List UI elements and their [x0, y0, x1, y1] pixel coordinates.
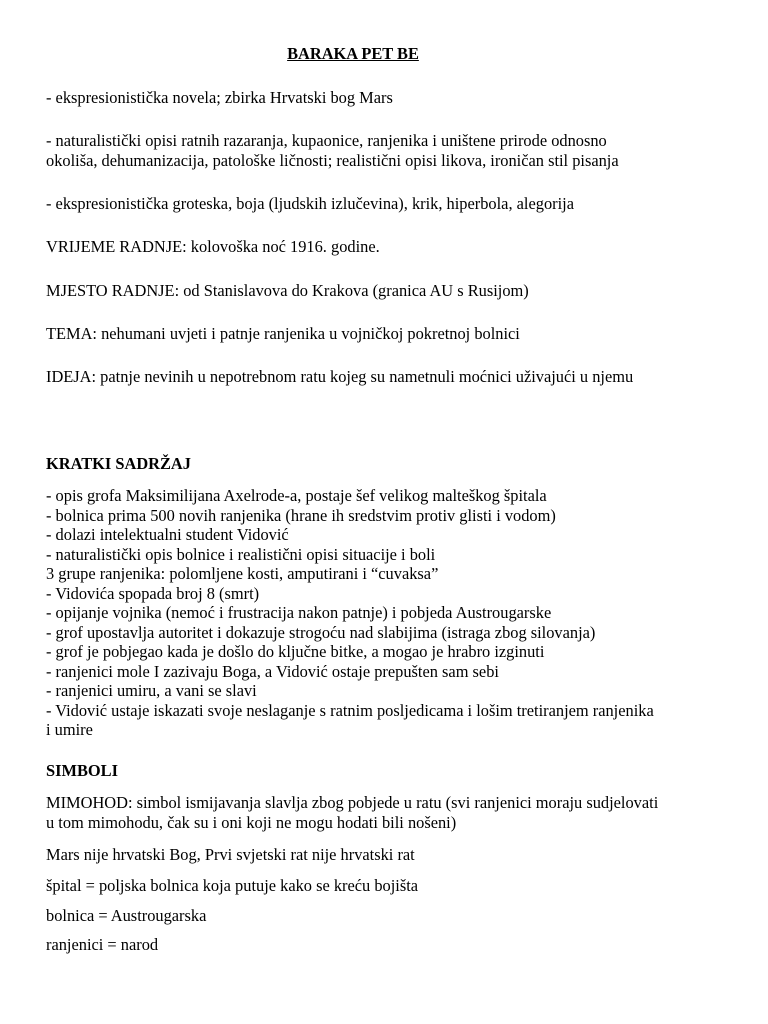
symbol-bolnica: bolnica = Austrougarska: [46, 906, 207, 925]
intro-line: - ekspresionistička novela; zbirka Hrvatski bog Mars: [46, 88, 393, 107]
symbol-mars: Mars nije hrvatski Bog, Prvi svjetski rat nije hrvatski rat: [46, 845, 415, 864]
intro-genre: [46, 88, 736, 108]
summary-line: - opijanje vojnika (nemoć i frustracija nakon patnje) i pobjeda Austrougarske: [46, 603, 552, 622]
fact-idea: IDEJA: patnje nevinih u nepotrebnom ratu kojeg su nametnuli moćnici uživajući u njemu: [46, 367, 634, 386]
summary-line: - ranjenici mole I zazivaju Boga, a Vidović ostaje prepušten sam sebi: [46, 661, 499, 681]
summary-line: - grof upostavlja autoritet i dokazuje strogoću nad slabijima (istraga zbog silovanja): [46, 622, 596, 642]
fact-place: MJESTO RADNJE: od Stanislavova do Krakova (granica AU s Rusijom): [46, 281, 529, 300]
summary-line: - ranjenici umiru, a vani se slavi: [46, 681, 257, 700]
summary-heading: KRATKI SADRŽAJ: [46, 454, 191, 473]
summary-line: - bolnica prima 500 novih ranjenika (hrane ih sredstvim protiv glisti i vodom): [46, 505, 556, 525]
intro-style: [46, 131, 736, 170]
summary-line: - Vidovića spopada broj 8 (smrt): [46, 583, 260, 603]
summary-line: i umire: [46, 720, 93, 739]
intro-line: - naturalistički opisi ratnih razaranja, kupaonice, ranjenika i uništene prirode odnosno: [46, 131, 607, 150]
intro-devices: [46, 194, 736, 214]
fact-theme: TEMA: nehumani uvjeti i patnje ranjenika u vojničkoj pokretnoj bolnici: [46, 324, 520, 343]
summary-line: - dolazi intelektualni student Vidović: [46, 525, 289, 544]
symbols-heading: SIMBOLI: [46, 761, 118, 780]
symbol-mimohod: [46, 793, 736, 832]
summary-line: - Vidović ustaje iskazati svoje neslaganje s ratnim posljedicama i lošim tretiranjem ranjenika: [46, 700, 654, 720]
intro-line: - ekspresionistička groteska, boja (ljudskih izlučevina), krik, hiperbola, alegorija: [46, 194, 574, 213]
symbol-line: MIMOHOD: simbol ismijavanja slavlja zbog pobjede u ratu (svi ranjenici moraju sudjelovati: [46, 793, 659, 812]
document-title: BARAKA PET BE: [287, 44, 419, 63]
symbol-line: u tom mimohodu, čak su i oni koji ne mogu hodati bili nošeni): [46, 812, 457, 832]
summary-line: - grof je pobjegao kada je došlo do ključne bitke, a mogao je hrabro izginuti: [46, 642, 545, 661]
summary-list: [46, 486, 736, 740]
summary-line: - naturalistički opis bolnice i realistični opisi situacije i boli: [46, 544, 436, 564]
summary-line: 3 grupe ranjenika: polomljene kosti, amputirani i “cuvaksa”: [46, 564, 439, 583]
symbol-ranjenici: ranjenici = narod: [46, 935, 159, 954]
intro-line: okoliša, dehumanizacija, patološke ličnosti; realistični opisi likova, ironičan stil pisanja: [46, 150, 619, 170]
fact-time: VRIJEME RADNJE: kolovoška noć 1916. godine.: [46, 237, 380, 256]
symbol-spital: špital = poljska bolnica koja putuje kako se kreću bojišta: [46, 876, 419, 895]
summary-line: - opis grofa Maksimilijana Axelrode-a, postaje šef velikog malteškog špitala: [46, 486, 547, 505]
